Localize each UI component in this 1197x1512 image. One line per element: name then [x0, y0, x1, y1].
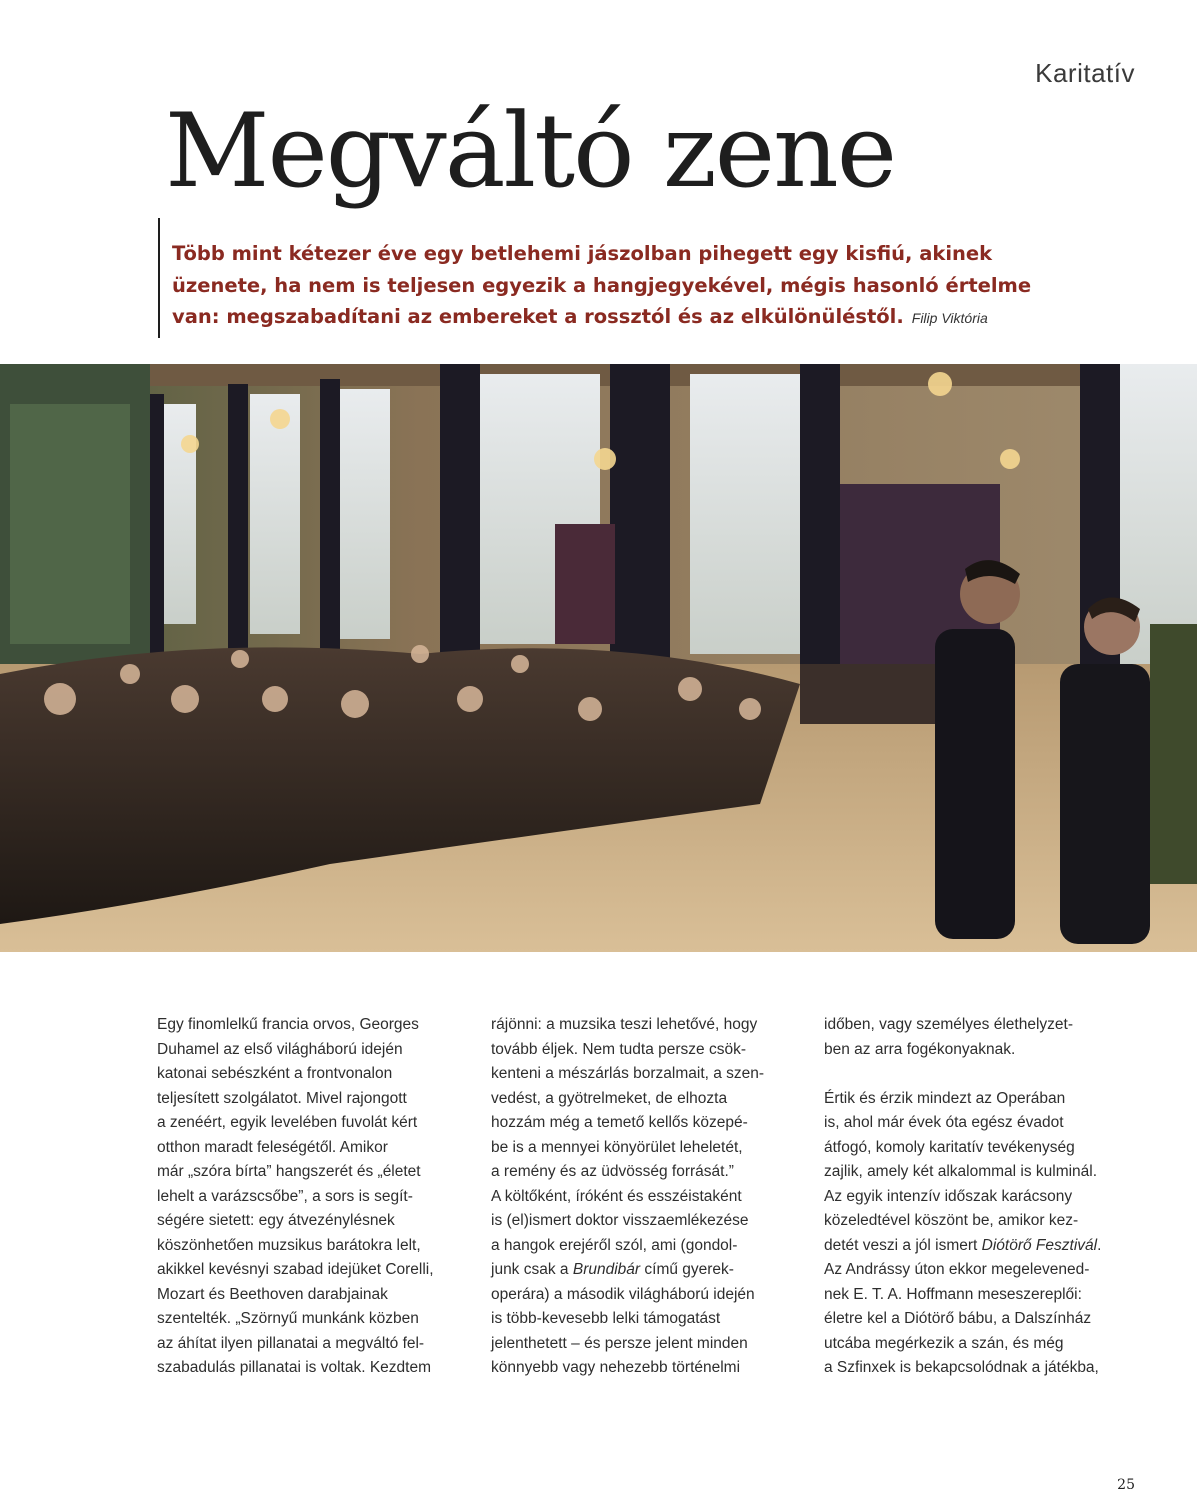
text-line: tovább éljek. Nem tudta persze csök-	[491, 1040, 747, 1058]
text-line: nek E. T. A. Hoffmann meseszereplői:	[824, 1285, 1082, 1303]
lead-rule	[158, 218, 160, 338]
article-title: Megváltó zene	[165, 92, 896, 211]
text-line: könnyebb vagy nehezebb történelmi	[491, 1359, 741, 1376]
text-column-1	[157, 1013, 434, 1381]
text-line: az áhítat ilyen pillanatai a megváltó fel-	[157, 1334, 425, 1352]
text-line: detét veszi a jól ismert Diótörő Fesztivál.	[824, 1236, 1102, 1254]
text-column-3	[824, 1013, 1101, 1381]
text-line: zajlik, amely két alkalommal is kulminál.	[824, 1163, 1098, 1180]
section-label: Karitatív	[1035, 58, 1135, 88]
text-line: közeledtével köszönt be, amikor kez-	[824, 1212, 1079, 1229]
text-line: junk csak a Brundibár című gyerek-	[491, 1261, 734, 1278]
text-line: A költőként, íróként és esszéistaként	[491, 1187, 742, 1205]
text-line: lehelt a varázscsőbe”, a sors is segít-	[157, 1187, 413, 1205]
text-line: is, ahol már évek óta egész évadot	[824, 1114, 1064, 1131]
text-line: ben az arra fogékonyaknak.	[824, 1040, 1016, 1058]
page-number: 25	[1117, 1477, 1135, 1493]
text-line: ségére sietett: egy átvezénylésnek	[157, 1212, 395, 1229]
text-line: időben, vagy személyes élethelyzet-	[824, 1016, 1073, 1033]
text-line: köszönhetően muzsikus barátokra lelt,	[157, 1236, 421, 1254]
text-line: otthon maradt feleségétől. Amikor	[157, 1138, 388, 1156]
text-line: is több-kevesebb lelki támogatást	[491, 1310, 721, 1327]
work-title: Brundibár	[572, 1261, 641, 1278]
text-line: Az egyik intenzív időszak karácsony	[824, 1187, 1073, 1205]
concert-hall-photo	[0, 364, 1197, 952]
text-line: már „szóra bírta” hangszerét és „életet	[157, 1163, 421, 1180]
author-byline: Filip Viktória	[911, 310, 988, 326]
text-line: utcába megérkezik a szán, és még	[824, 1334, 1064, 1352]
text-line: Egy finomlelkű francia orvos, Georges	[157, 1016, 419, 1033]
text-line: rájönni: a muzsika teszi lehetővé, hogy	[491, 1016, 758, 1033]
text-line: a zenéért, egyik levelében fuvolát kért	[157, 1114, 418, 1131]
text-line: akikkel kevésnyi szabad idejüket Corelli,	[157, 1261, 434, 1278]
text-line: operára) a második világháború idején	[491, 1285, 755, 1303]
paragraph-gap	[824, 1062, 1101, 1087]
text-line: jelenthetett – és persze jelent minden	[491, 1334, 748, 1352]
text-column-2	[491, 1013, 764, 1381]
text-line: Az Andrássy úton ekkor megelevened-	[824, 1261, 1090, 1278]
text-line: szabadulás pillanatai is voltak. Kezdtem	[157, 1359, 431, 1376]
text-line: Mozart és Beethoven darabjainak	[157, 1285, 388, 1303]
text-line: teljesített szolgálatot. Mivel rajongott	[157, 1089, 407, 1107]
text-line: hozzám még a temető kellős közepé-	[491, 1114, 748, 1131]
text-line: Értik és érzik mindezt az Operában	[824, 1089, 1066, 1107]
photo-illustration	[0, 364, 1197, 952]
text-line: Duhamel az első világháború idején	[157, 1040, 403, 1058]
text-line: be is a mennyei könyörület leheletét,	[491, 1138, 743, 1156]
text-line: katonai sebészként a frontvonalon	[157, 1065, 393, 1082]
work-title: Diótörő Fesztivál	[981, 1236, 1098, 1254]
text-line: életre kel a Diótörő bábu, a Dalszínház	[824, 1310, 1092, 1327]
text-line: vedést, a gyötrelmeket, de elhozta	[491, 1089, 728, 1107]
article-lead	[172, 238, 1072, 335]
text-line: a hangok erejéről szól, ami (gondol-	[491, 1236, 738, 1254]
text-line: szentelték. „Szörnyű munkánk közben	[157, 1310, 419, 1327]
text-line: a Szfinxek is bekapcsolódnak a játékba,	[824, 1359, 1099, 1376]
lead-text: Több mint kétezer éve egy betlehemi jászolban pihegett egy kisfiú, akinek üzenete, ha nem is teljesen egyezik a hangjegyekével, mégis hasonló értelme van: megszabadítani az embereket a rossztól és az elkülönüléstől.	[172, 242, 1032, 328]
text-line: kenteni a mészárlás borzalmait, a szen-	[491, 1065, 765, 1082]
text-line: is (el)ismert doktor visszaemlékezése	[491, 1212, 749, 1229]
text-line: átfogó, komoly karitatív tevékenység	[824, 1138, 1075, 1156]
text-line: a remény és az üdvösség forrását.”	[491, 1163, 734, 1180]
